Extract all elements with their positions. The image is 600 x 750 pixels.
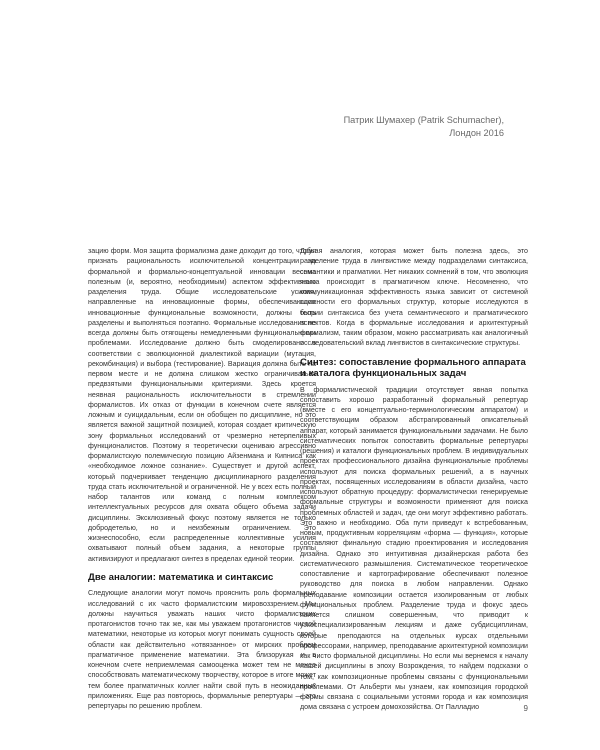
left-section-heading: Две аналогии: математика и синтаксис — [88, 571, 274, 583]
left-paragraph-2: Следующие аналогии могут помочь прояснить роль формальных исследований с их часто формалистским мировоззрением. Мы должны научиться уважать наших чисто формалистских протагонистов точно так же, как мы уважаем протагонистов чистой математики, некоторые из которых могут понимать сущность своей области как действительно «отвязанное» от мирских проблем прагматичное применение математики. Эта близорукая и в конечном счете неприемлемая самооценка может тем не менее способствовать математическому творчеству, которое в итоге может тем более прагматичных коллег найти свой путь в неожиданных приложениях. Еще раз повторюсь, формальные репертуары — это репертуары по решению проблем. — [88, 589, 316, 710]
credit-place-year: Лондон 2016 — [449, 128, 504, 138]
right-paragraph-2: В формалистической традиции отсутствует явная попытка сопоставить хорошо разработанный формальный репертуар (вместе с его концептуально-терминологическим аппаратом) и соответствующим образом абстрагированный описательный аппарат, который занимается функциональными задачами. Не было систематических попыток сопоставить формальные репертуары (решения) и каталоги функциональных проблем. В индивидуальных проектах профессионального дизайна функциональные проблемы используют для поиска формальных решений, а в научных проектах, посвященных исследованиям в области дизайна, часто используют обратную процедуру: формалистически генерируемые формальные структуры и возможности применяют для поиска проблемных областей и задач, где они могут эффективно работать. Это важно и необходимо. Оба пути приведут к встребованным, новым, продуктивным корреляциям «форма — функция», которые составляют финальную стадию проектирования и исследования дизайна. Однако это интуитивная дизайнерская работа без систематического размышления. Систематическое теоретическое сопоставление и картографирование обеспечивают полезное руководство для поиска в любом направлении. Однако преподавание композиции остается изолированным от любых функциональных проблем. Разделение труда и фокус здесь является слишком совершенным, что приводит к узкоспециализированным лекциям и даже субдисциплинам, которые преподаются на отдельных курсах отдельными профессорами, например, преподавание архитектурной композиции как чисто формальной дисциплины. Но если мы вернемся к началу нашей дисциплины в эпоху Возрождения, то найдем подсказки о том, как композиционные проблемы связаны с функциональными проблемами. От Альберти мы узнаем, как композиция городской формы связана с социальными устоями города и как композиция дома связана с устроем домохозяйства. От Палладио — [300, 385, 528, 712]
right-paragraph-1: Другая аналогия, которая может быть полезна здесь, это разделение труда в лингвистике между подразделами синтаксиса, семантики и прагматики. Нет никаких сомнений в том, что эволюция языка происходит в прагматичном ключе. Несомненно, что коммуникационная эффективность языка зависит от системной сложности его формальных структур, которые исследуются в теории синтаксиса без учета семантического и прагматического аспектов. Когда в формальные исследования и архитектурный формализм, таким образом, можно рассматривать как аналогичный исследовательский вклад лингвистов в синтаксические структуры. — [300, 247, 528, 348]
right-column — [300, 246, 528, 713]
left-paragraph-1: зацию форм. Моя защита формализма даже доходит до того, чтобы признать рациональность исключительной концентрации на формальной и формально-концептуальной инновации весьма полезным (и, вероятно, необходимым) аспектом эффективного разделения труда. Общие исследовательские усилия, направленные на инновационные формы, обеспечивающие инновационные функциональные возможности, должны быть разделены и выполняться поэтапно. Формальные исследования не всегда должны быть отягощены немедленными функциональными проблемами. Исследование должно быть смоделировано в соответствии с эволюционной диалектикой вариации (мутация, рекомбинация) и выбора (тестирование). Вариация должна быть на первом месте и не должна слишком жестко ограничиваться предвзятыми функциональными критериями. Здесь кроется неявная рациональность исключительности в стремлении формалистов. Их отказ от функции в конечном счете является ложным и суицидальным, если он обобщен по дисциплине, но это является важной защитной позицией, которая создает критическую зону формальных исследований от чрезмерно нетерпеливых функционалистов. Поэтому я теоретически оцениваю агрессивно формалистскую полемическую позицию Айзенмана и Кипниса как «необходимое ложное сознание». Существует и другой аспект, который подчеркивает тенденцию дисциплинарного разделения труда стать исключительной и ограниченной. Не у всех есть полный набор талантов или команд с полным комплексом интеллектуальных ресурсов для охвата общего объема задачи дисциплины. Эксклюзивный фокус поэтому является не только добродетелью, но и неизбежным ограничением. Это жизнеспособно, если распределенные коллективные усилия охватывают полный объем задания, а некоторые группы активизируют и предлагают синтез в пределах единой теории. — [88, 247, 316, 563]
left-column — [88, 246, 316, 711]
right-section-heading: Синтез: сопоставление формального аппарата и каталога функциональных задач — [300, 356, 526, 379]
credit-author: Патрик Шумахер (Patrik Schumacher), — [343, 115, 504, 125]
page-number: 9 — [523, 704, 528, 713]
photo-credit — [344, 114, 504, 140]
